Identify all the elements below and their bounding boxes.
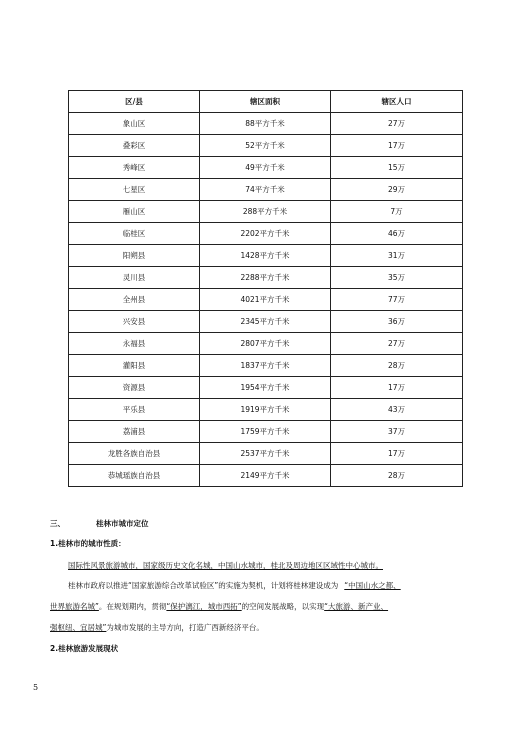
district-name-cell: 兴安县 xyxy=(69,311,200,333)
paragraph-line-2 xyxy=(50,603,388,611)
district-name-cell: 平乐县 xyxy=(69,399,200,421)
population-cell: 17万 xyxy=(331,135,463,157)
header-district: 区/县 xyxy=(69,91,200,113)
table-row xyxy=(69,267,463,289)
district-name-cell: 恭城瑶族自治县 xyxy=(69,465,200,487)
population-cell: 77万 xyxy=(331,289,463,311)
area-cell: 52平方千米 xyxy=(200,135,331,157)
population-cell: 35万 xyxy=(331,267,463,289)
population-cell: 28万 xyxy=(331,355,463,377)
district-name-cell: 荔浦县 xyxy=(69,421,200,443)
area-cell: 2537平方千米 xyxy=(200,443,331,465)
population-cell: 29万 xyxy=(331,179,463,201)
header-population: 辖区人口 xyxy=(331,91,463,113)
city-nature-text: 国际性风景旅游城市，国家级历史文化名城，中国山水城市，桂北及周边地区区域性中心城市。 xyxy=(68,561,383,570)
header-area: 辖区面积 xyxy=(200,91,331,113)
table-row xyxy=(69,179,463,201)
table-row xyxy=(69,311,463,333)
area-cell: 2149平方千米 xyxy=(200,465,331,487)
area-cell: 1837平方千米 xyxy=(200,355,331,377)
table-row xyxy=(69,355,463,377)
page-number: 5 xyxy=(33,683,39,692)
table-row xyxy=(69,113,463,135)
area-cell: 2288平方千米 xyxy=(200,267,331,289)
population-cell: 46万 xyxy=(331,223,463,245)
table-row xyxy=(69,223,463,245)
table-row xyxy=(69,443,463,465)
table-header-row xyxy=(69,91,463,113)
district-name-cell: 资源县 xyxy=(69,377,200,399)
area-cell: 88平方千米 xyxy=(200,113,331,135)
subsection-2-title: 2.桂林旅游发展现状 xyxy=(50,644,119,653)
paragraph-line-1 xyxy=(68,582,401,590)
area-cell: 49平方千米 xyxy=(200,157,331,179)
table-row xyxy=(69,289,463,311)
para-text-d: 。在规划期内，贯彻 xyxy=(98,602,167,611)
area-cell: 288平方千米 xyxy=(200,201,331,223)
table-row xyxy=(69,465,463,487)
para-text-h: 强枢纽、宜居城” xyxy=(50,623,107,632)
para-text-g: “大旅游、新产业、 xyxy=(324,602,389,611)
area-cell: 1919平方千米 xyxy=(200,399,331,421)
paragraph-line-3 xyxy=(50,624,264,632)
population-cell: 15万 xyxy=(331,157,463,179)
area-cell: 1759平方千米 xyxy=(200,421,331,443)
section-number: 三、 xyxy=(50,519,65,528)
population-cell: 7万 xyxy=(331,201,463,223)
district-name-cell: 灵川县 xyxy=(69,267,200,289)
para-text-f: 的空间发展战略，以实现 xyxy=(241,602,325,611)
district-name-cell: 阳朔县 xyxy=(69,245,200,267)
area-cell: 2202平方千米 xyxy=(200,223,331,245)
para-text-i: 为城市发展的主导方向，打造广西新经济平台。 xyxy=(106,623,264,632)
table-row xyxy=(69,399,463,421)
para-text-b: “中国山水之都、 xyxy=(344,581,401,590)
district-name-cell: 叠彩区 xyxy=(69,135,200,157)
table-row xyxy=(69,135,463,157)
district-name-cell: 秀峰区 xyxy=(69,157,200,179)
area-cell: 1428平方千米 xyxy=(200,245,331,267)
population-cell: 28万 xyxy=(331,465,463,487)
para-text-a: 桂林市政府以推进“国家旅游综合改革试验区”的实施为契机，计划将桂林建设成为 xyxy=(68,581,339,590)
district-name-cell: 七星区 xyxy=(69,179,200,201)
district-name-cell: 龙胜各族自治县 xyxy=(69,443,200,465)
section-title: 桂林市城市定位 xyxy=(96,519,149,528)
population-cell: 17万 xyxy=(331,443,463,465)
population-cell: 31万 xyxy=(331,245,463,267)
district-name-cell: 雁山区 xyxy=(69,201,200,223)
table-row xyxy=(69,377,463,399)
district-name-cell: 全州县 xyxy=(69,289,200,311)
district-name-cell: 象山区 xyxy=(69,113,200,135)
district-name-cell: 永福县 xyxy=(69,333,200,355)
population-cell: 27万 xyxy=(331,113,463,135)
table-row xyxy=(69,245,463,267)
population-cell: 17万 xyxy=(331,377,463,399)
population-cell: 37万 xyxy=(331,421,463,443)
para-text-e: “保护漓江，城市西拓” xyxy=(166,602,242,611)
population-cell: 43万 xyxy=(331,399,463,421)
table-row xyxy=(69,421,463,443)
table-row xyxy=(69,157,463,179)
area-cell: 1954平方千米 xyxy=(200,377,331,399)
district-name-cell: 临桂区 xyxy=(69,223,200,245)
area-cell: 4021平方千米 xyxy=(200,289,331,311)
subsection-1-title: 1.桂林市的城市性质： xyxy=(50,539,126,548)
district-table xyxy=(68,90,463,487)
para-text-c: 世界旅游名城” xyxy=(50,602,99,611)
table-row xyxy=(69,201,463,223)
population-cell: 27万 xyxy=(331,333,463,355)
area-cell: 74平方千米 xyxy=(200,179,331,201)
area-cell: 2345平方千米 xyxy=(200,311,331,333)
table-row xyxy=(69,333,463,355)
district-name-cell: 灌阳县 xyxy=(69,355,200,377)
area-cell: 2807平方千米 xyxy=(200,333,331,355)
population-cell: 36万 xyxy=(331,311,463,333)
